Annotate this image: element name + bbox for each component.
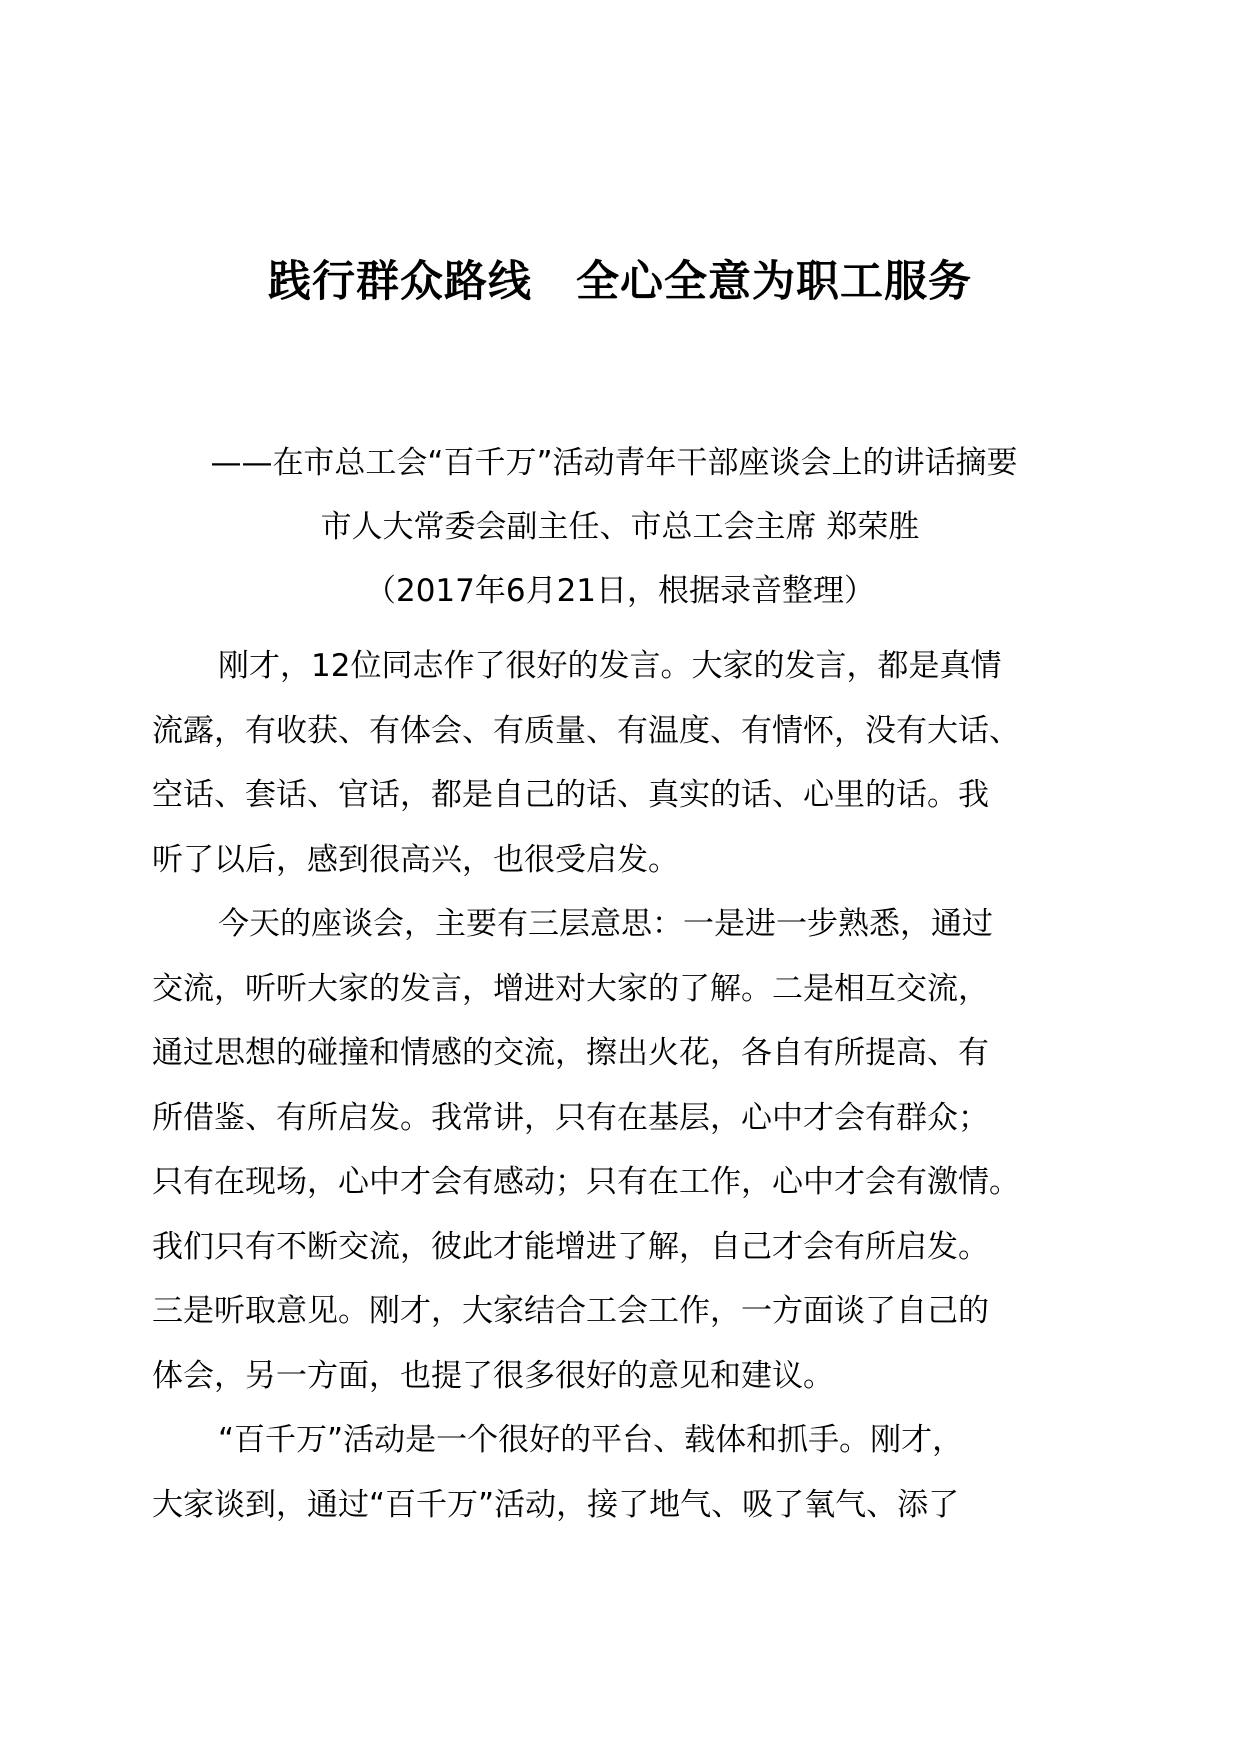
paragraph-2-line-2: 交流，听听大家的发言，增进对大家的了解。二是相互交流， bbox=[152, 970, 989, 1007]
paragraph-1-line-3: 空话、套话、官话，都是自己的话、真实的话、心里的话。我 bbox=[152, 777, 989, 813]
paragraph-1-line-1: 刚才，12位同志作了很好的发言。大家的发言，都是真情 bbox=[218, 648, 1002, 684]
paragraph-2-line-7: 三是听取意见。刚才，大家结合工会工作，一方面谈了自己的 bbox=[152, 1293, 989, 1329]
paragraph-3-line-2: 大家谈到，通过“百千万”活动，接了地气、吸了氧气、添了 bbox=[152, 1486, 960, 1523]
paragraph-2-line-5: 只有在现场，心中才会有感动；只有在工作，心中才会有激情。 bbox=[152, 1164, 1020, 1200]
paragraph-2-line-8: 体会，另一方面，也提了很多很好的意见和建议。 bbox=[152, 1357, 834, 1394]
paragraph-2-line-6: 我们只有不断交流，彼此才能增进了解，自己才会有所启发。 bbox=[152, 1228, 989, 1265]
document-title: 践行群众路线 全心全意为职工服务 bbox=[268, 257, 972, 307]
date-note: （2017年6月21日，根据录音整理） bbox=[364, 573, 876, 609]
paragraph-2-line-4: 所借鉴、有所启发。我常讲，只有在基层，心中才会有群众； bbox=[152, 1099, 989, 1136]
paragraph-1-line-4: 听了以后，感到很高兴，也很受启发。 bbox=[152, 841, 679, 878]
paragraph-2-line-1: 今天的座谈会，主要有三层意思：一是进一步熟悉，通过 bbox=[218, 906, 993, 942]
paragraph-1-line-2: 流露，有收获、有体会、有质量、有温度、有情怀，没有大话、 bbox=[152, 712, 1020, 749]
speaker-line: 市人大常委会副主任、市总工会主席 郑荣胜 bbox=[320, 509, 920, 545]
paragraph-3-line-1: “百千万”活动是一个很好的平台、载体和抓手。刚才， bbox=[218, 1422, 964, 1458]
paragraph-2-line-3: 通过思想的碰撞和情感的交流，擦出火花，各自有所提高、有 bbox=[152, 1035, 989, 1071]
document-subtitle: ——在市总工会“百千万”活动青年干部座谈会上的讲话摘要 bbox=[210, 445, 1018, 481]
body-text bbox=[152, 634, 1092, 1537]
